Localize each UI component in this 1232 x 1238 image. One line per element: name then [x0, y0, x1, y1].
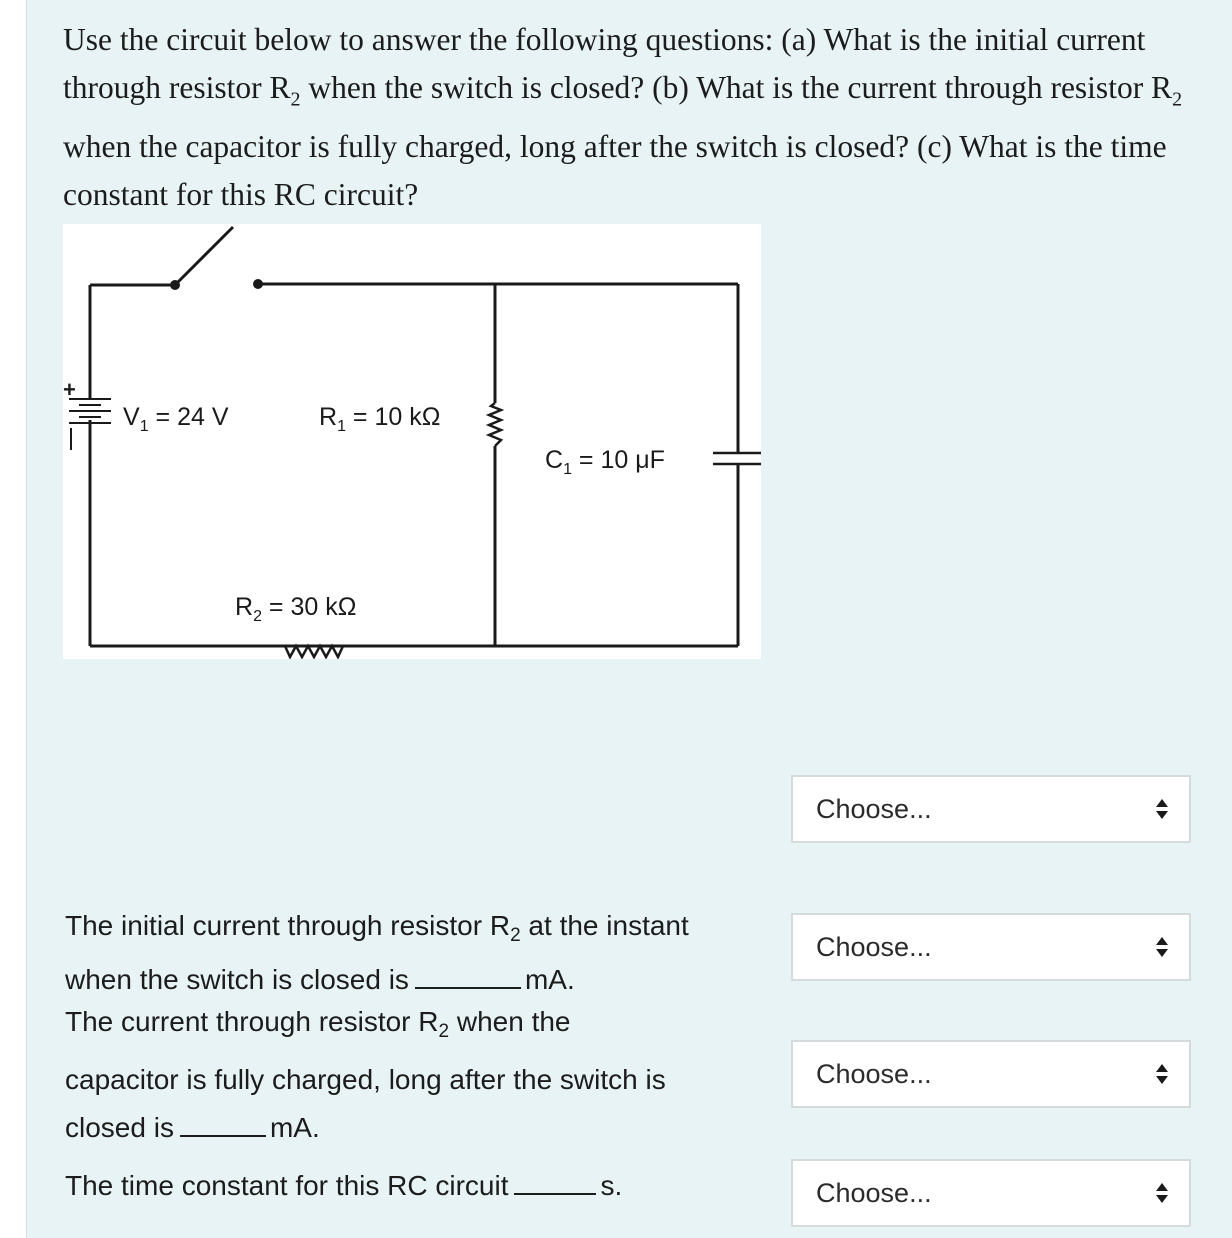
prompt-c: The time constant for this RC circuit s. [65, 1164, 622, 1208]
resistor-r2-symbol [285, 646, 343, 657]
resistor-r1-symbol [489, 403, 501, 446]
battery-plus-sign: + [63, 377, 76, 402]
blank-a [415, 961, 521, 989]
switch-contact-left [170, 280, 180, 290]
resistor-r1-label: $R_1 = 10$ kΩ [319, 403, 441, 435]
answer-select-1[interactable] [791, 775, 1191, 843]
answer-select-3[interactable] [791, 1040, 1191, 1108]
updown-arrow-icon [1155, 1063, 1169, 1085]
select-value: Choose... [816, 793, 932, 824]
resistor-r2-label: $R_2 = 30$ kΩ [235, 593, 357, 625]
subscript: 2 [510, 925, 521, 946]
prompt-a: The initial current through resistor $R_2$ at the instant when the switch is closed is mA. [65, 910, 689, 995]
switch-contact-right [253, 279, 263, 289]
select-value: Choose... [816, 931, 932, 962]
capacitor-c1-label: $C_1 = 10$ μF [545, 446, 665, 478]
battery-label: $V_1 = 24$ V [123, 403, 229, 435]
updown-arrow-icon [1155, 936, 1169, 958]
subscript: 2 [1172, 88, 1183, 111]
subscript: 2 [438, 1021, 450, 1042]
blank-c [514, 1167, 596, 1195]
answer-select-2[interactable] [791, 913, 1191, 981]
subscript: 2 [290, 88, 301, 111]
updown-arrow-icon [1155, 1182, 1169, 1204]
select-value: Choose... [816, 1058, 932, 1089]
switch-lever [175, 227, 233, 285]
prompt-b: The current through resistor $R_2$ when the capacitor is fully charged, long after the switch is closed is mA. [65, 1006, 666, 1143]
circuit-diagram [63, 224, 761, 659]
select-value: Choose... [816, 1177, 932, 1208]
blank-b [180, 1109, 266, 1137]
answer-select-4[interactable] [791, 1159, 1191, 1227]
updown-arrow-icon [1155, 798, 1169, 820]
question-text: Use the circuit below to answer the following questions: (a) What is the initial current through resistor $R_2$ when the switch is closed? (b) What is the current through resistor $R_2$ when the capacitor is fully charged, long after the switch is closed? (c) What is the time constant for this RC circuit? [63, 22, 1183, 213]
circuit-svg [63, 224, 761, 659]
